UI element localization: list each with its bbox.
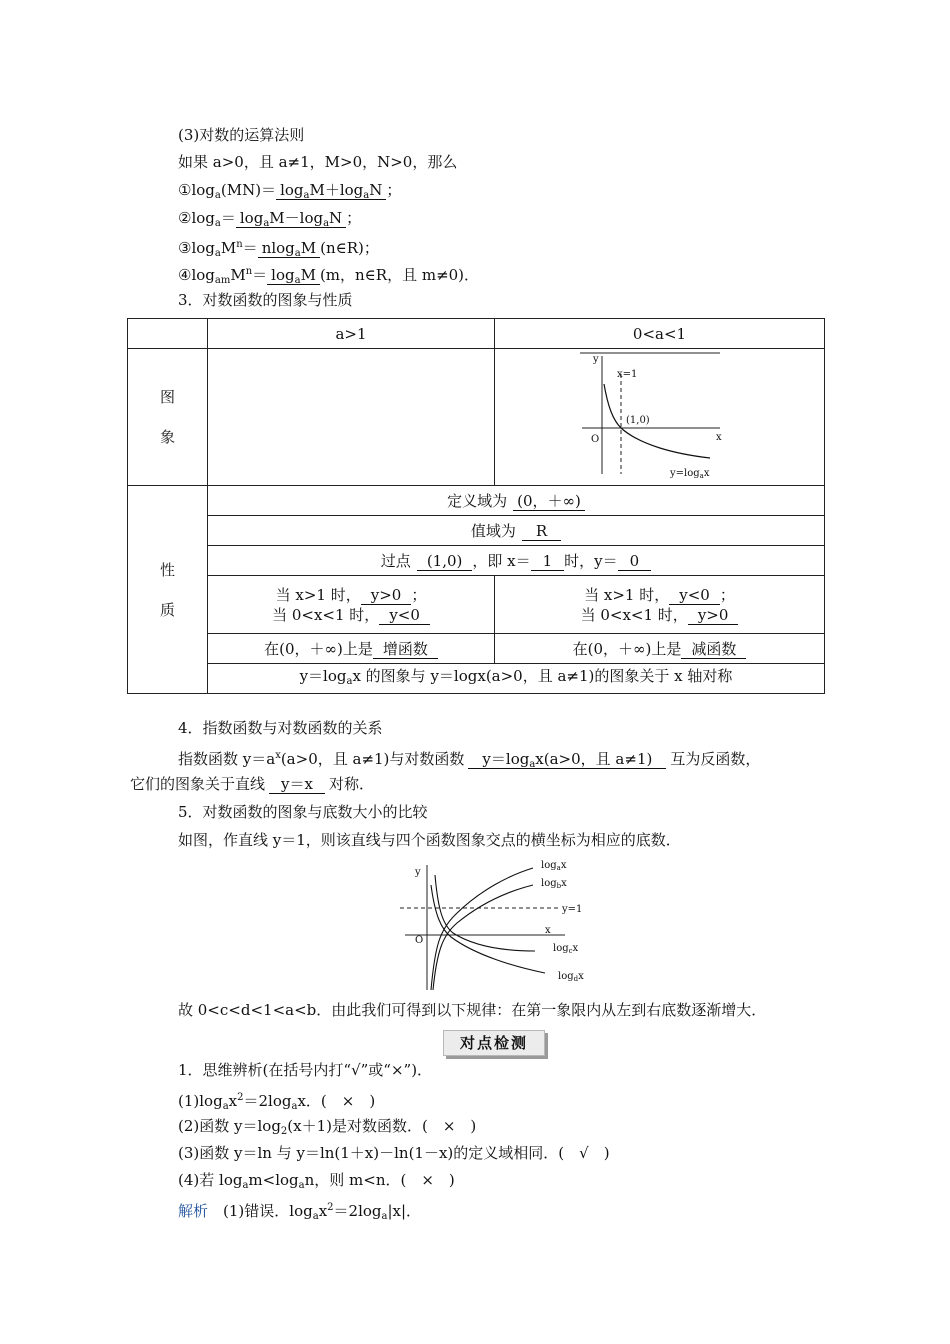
x-answer: 1: [531, 552, 565, 571]
graph2-origin-label: O: [415, 935, 424, 946]
graph-x-label: x: [715, 432, 722, 443]
curve-log-b: [433, 885, 533, 990]
symmetry-row: $y=\log_ax$ 的图象与 y＝logx(a>0，且 a≠1)的图象关于 x 轴对称: [208, 664, 825, 694]
y-answer: 0: [618, 552, 652, 571]
graph-line-label: x=1: [616, 369, 637, 380]
mono-right-answer: 减函数: [681, 640, 746, 659]
label-log-b: $\log_bx$: [541, 878, 567, 890]
domain-row: 定义域为 (0，＋∞): [208, 486, 825, 516]
domain-answer: (0，＋∞): [513, 492, 585, 511]
graph-y-label: y: [592, 354, 599, 365]
section-3-heading: 3．对数函数的图象与性质: [178, 291, 353, 309]
mono-left-cell: 在(0，＋∞)上是 增函数: [208, 634, 495, 664]
point-answer: (1,0): [417, 552, 473, 571]
rule-3: $③\log_aM^n= nlog_aM$ (n∈R)；: [178, 239, 379, 259]
sign-left-2-answer: y<0: [379, 606, 430, 625]
section-3-title: (3)对数的运算法则: [178, 126, 305, 144]
row-label-graph: 图 象: [128, 349, 208, 486]
section-5-conclusion: 故 0<c<d<1<a<b．由此我们可得到以下规律：在第一象限内从左到右底数逐渐增大．: [178, 1001, 767, 1019]
row-label-props: 性 质: [128, 486, 208, 694]
header-a-lt-1: 0<a<1: [495, 319, 825, 349]
point-row: 过点 (1,0) ，即 x＝ 1 时，y＝ 0: [208, 546, 825, 576]
sign-right-cell: 当 x>1 时， y<0 ； 当 0<x<1 时， y>0: [495, 576, 825, 634]
log-properties-table: [127, 318, 825, 694]
rule-2: $②\log_a= \log_aM-\log_aN$ ；: [178, 209, 362, 229]
sign-left-1-answer: y>0: [361, 586, 412, 605]
rule-1-answer: $\log_aM+\log_aN$: [276, 181, 386, 200]
graph-fn-label: $y=\log_ax$: [669, 468, 709, 480]
log-curve: [604, 384, 710, 458]
check-question: 1．思维辨析(在括号内打“√”或“×”)．: [178, 1061, 433, 1079]
rule-4-answer: $\log_aM$: [267, 266, 320, 285]
check-item-4: (4)若 $\log_am<\log_an$，则 m<n．( × ): [178, 1171, 455, 1191]
label-log-d: $\log_dx$: [558, 971, 584, 983]
graph2-y-label: y: [415, 867, 421, 878]
mono-left-answer: 增函数: [373, 640, 438, 659]
curve-log-c: [435, 875, 535, 951]
check-item-1: $(1)\log_ax^2=2\log_ax$．( × ): [178, 1092, 376, 1112]
analysis-label: 解析: [178, 1202, 209, 1220]
section-4-line-2: 它们的图象关于直线 y＝x 对称．: [130, 775, 374, 793]
check-item-2: (2)函数 $y=\log_2(x+1)$是对数函数．( × ): [178, 1117, 477, 1137]
header-a-gt-1: a>1: [208, 319, 495, 349]
inverse-function-answer: $y=\log_ax(a>0$，且 a≠1): [468, 750, 666, 769]
graph2-x-label: x: [545, 925, 551, 936]
label-log-c: $\log_cx$: [553, 943, 579, 955]
graph-point-label: (1,0): [625, 415, 650, 426]
graph2-line-label: y=1: [562, 904, 583, 915]
graph-a-gt-1-cell: [208, 349, 495, 486]
graph-a-lt-1-cell: [495, 349, 825, 486]
range-row: 值域为 R: [208, 516, 825, 546]
section-5-title: 5．对数函数的图象与底数大小的比较: [178, 803, 428, 821]
curve-log-d: [431, 885, 545, 973]
check-item-3: (3)函数 y＝ln 与 y＝ln(1＋x)－ln(1－x)的定义域相同．( √ ): [178, 1144, 610, 1162]
base-comparison-graph: [395, 855, 605, 995]
table-corner: [128, 319, 208, 349]
sign-right-1-answer: y<0: [669, 586, 720, 605]
label-log-a: $\log_ax$: [541, 860, 567, 872]
rule-3-answer: nlog$_a$M: [258, 239, 320, 258]
condition-line: 如果 a>0，且 a≠1，M>0，N>0，那么: [178, 153, 458, 171]
rule-1: $①\log_a(MN)= \log_aM+\log_aN$ ；: [178, 181, 402, 201]
symmetry-line-answer: y＝x: [269, 775, 325, 794]
graph-origin-label: O: [590, 434, 599, 445]
analysis-line: 解析 (1)错误．$\log_ax^2=2\log_a|x|$．: [178, 1202, 422, 1222]
sign-right-2-answer: y>0: [688, 606, 739, 625]
section-4-title: 4．指数函数与对数函数的关系: [178, 719, 383, 737]
sign-left-cell: 当 x>1 时， y>0 ； 当 0<x<1 时， y<0: [208, 576, 495, 634]
range-answer: R: [522, 522, 561, 541]
curve-log-a: [431, 868, 533, 990]
rule-4: $④\log_{am}M^n= \log_aM$ (m，n∈R，且 m≠0)．: [178, 266, 480, 286]
checkpoint-badge: 对点检测: [443, 1030, 545, 1056]
decreasing-log-graph: [580, 352, 740, 482]
section-4-line-1: 指数函数 $y=a^x(a>0$，且 a≠1)与对数函数 $y=\log_ax(a>0$，且 a≠1) 互为反函数，: [178, 750, 761, 770]
section-5-line-1: 如图，作直线 y＝1，则该直线与四个函数图象交点的横坐标为相应的底数．: [178, 831, 681, 849]
rule-2-answer: $\log_aM-\log_aN$: [236, 209, 346, 228]
mono-right-cell: 在(0，＋∞)上是 减函数: [495, 634, 825, 664]
